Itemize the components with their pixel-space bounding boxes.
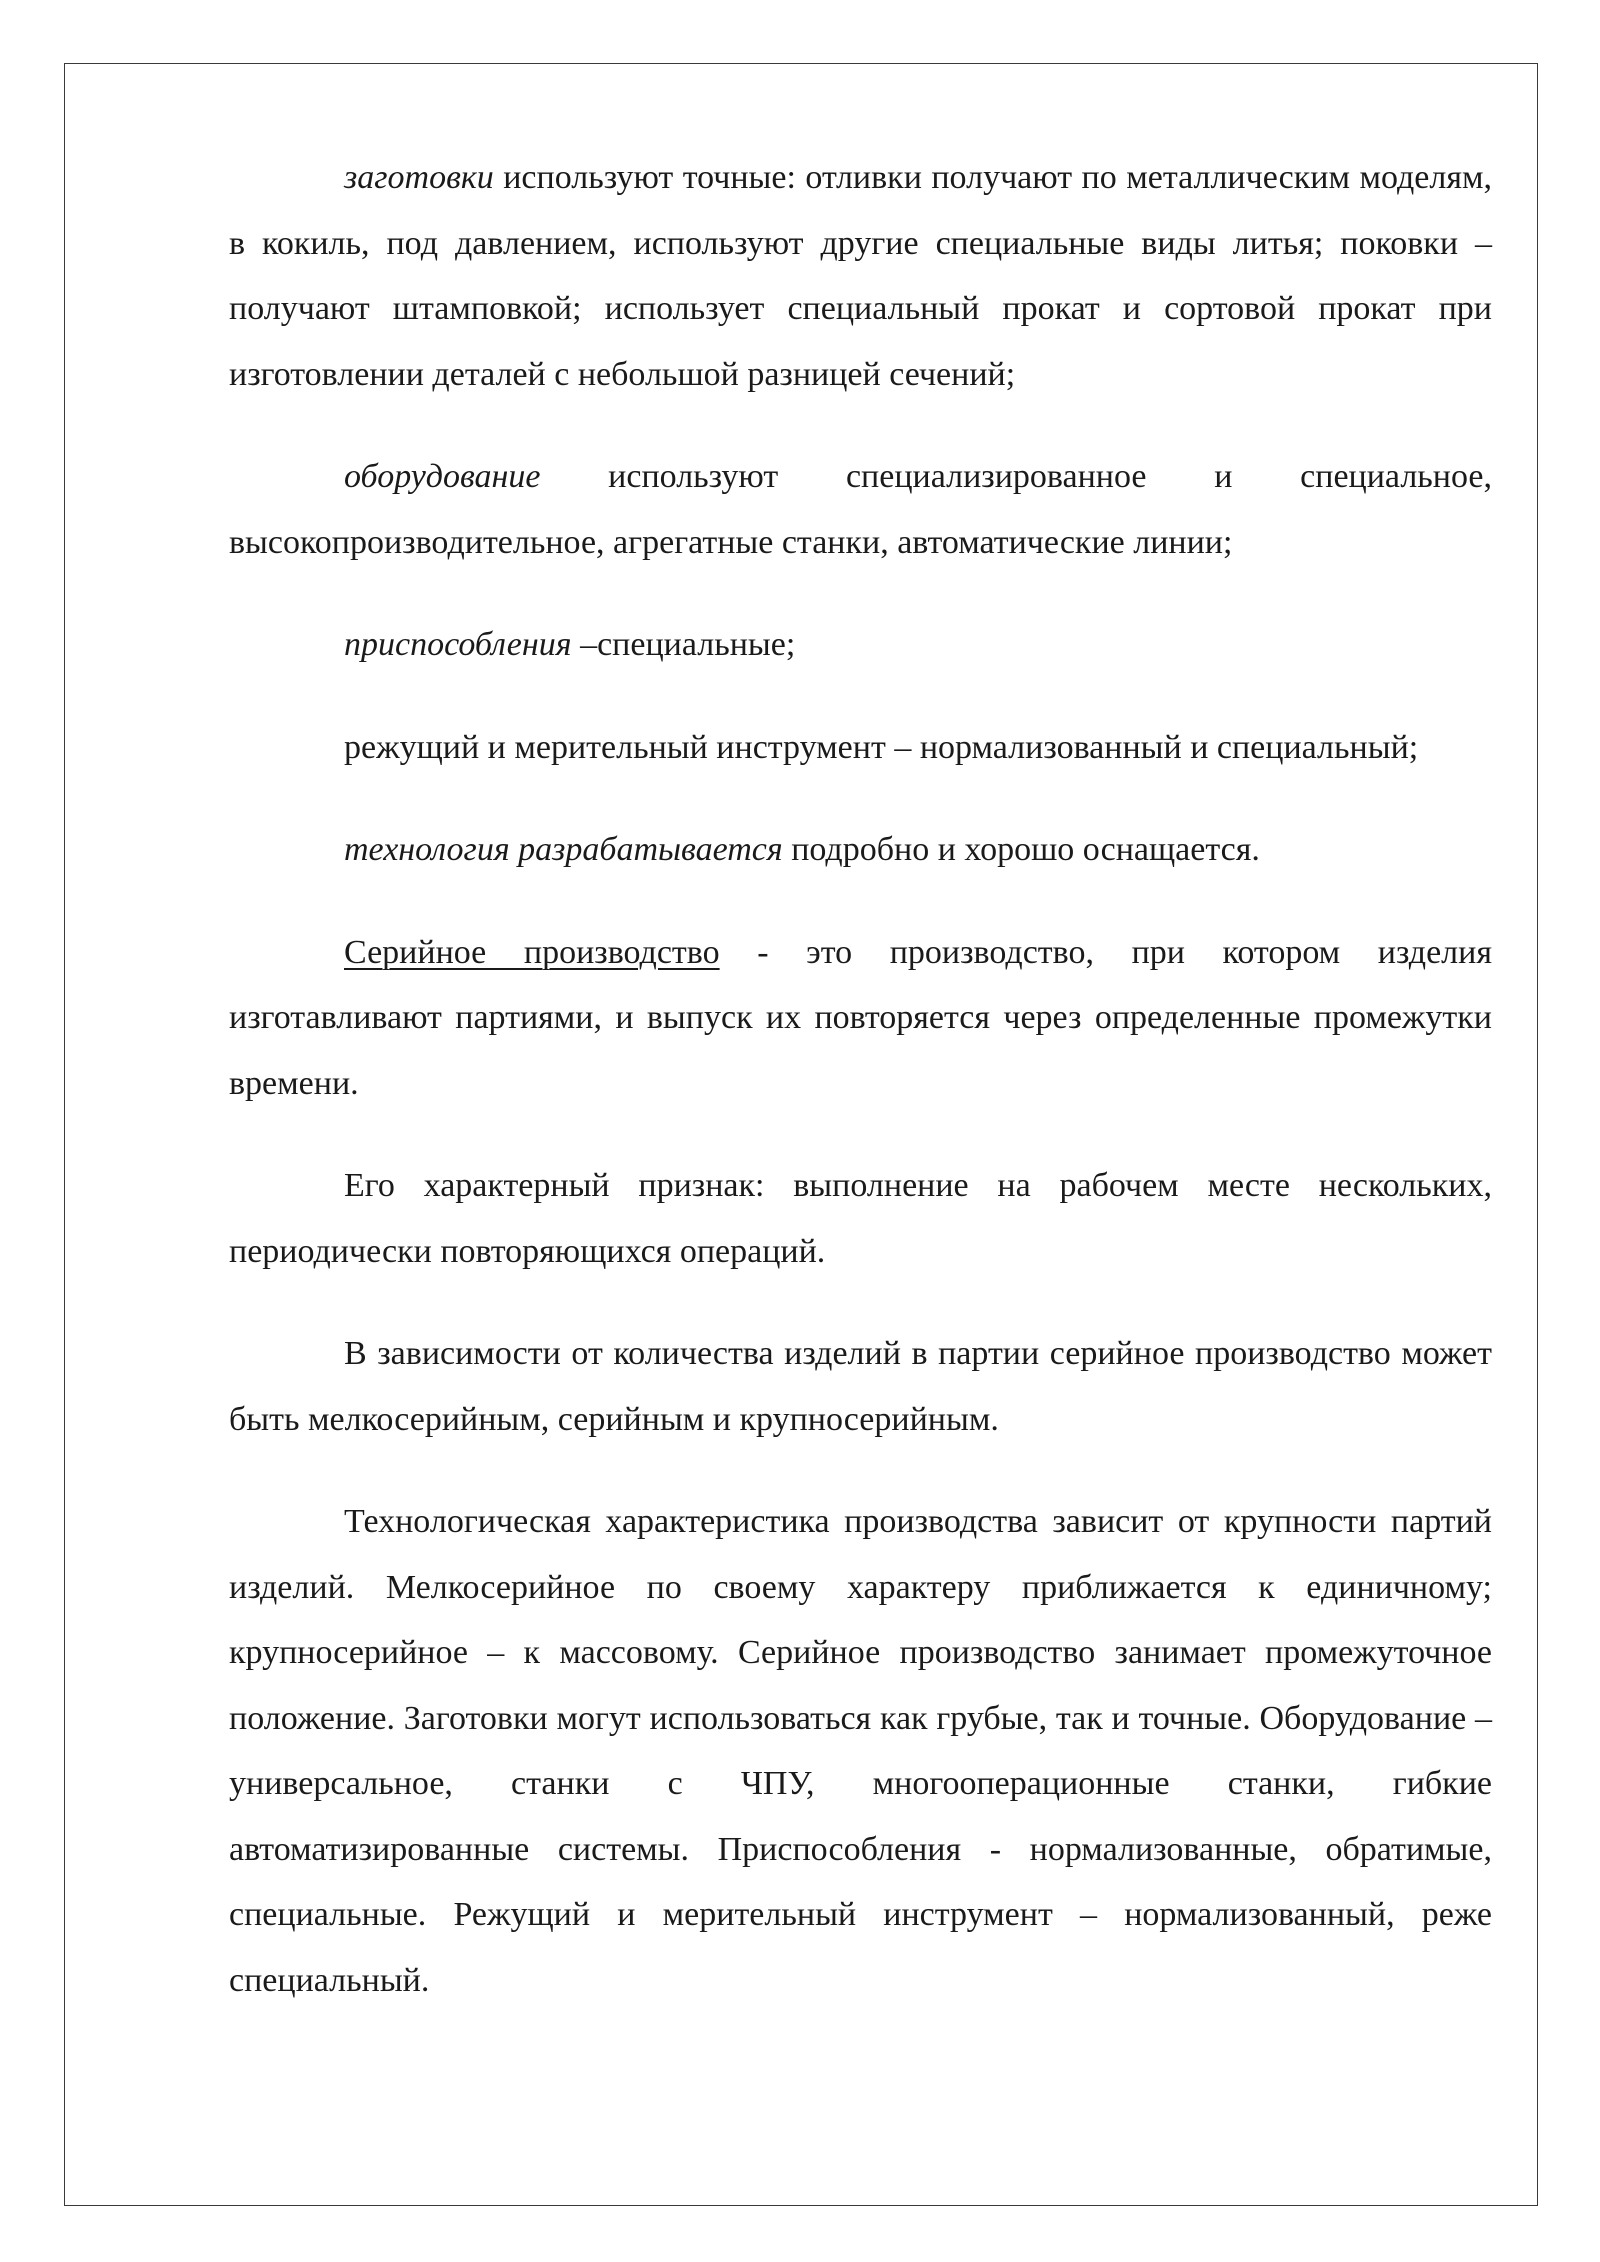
paragraph-text: подробно и хорошо оснащается. [782,831,1260,868]
paragraph-serial-definition [229,920,1492,1117]
paragraph-lead-italic: технология разрабатывается [344,831,783,868]
document-body [229,145,1492,2013]
paragraph-text: Технологическая характеристика производства зависит от крупности партий изделий. Мелкосерийное по своему характеру приближается к единичному; крупносерийное – к массовому. Серийное производство занимает промежуточное положение. Заготовки могут использоваться как грубые, так и точные. Оборудование – универсальное, станки с ЧПУ, многооперационные станки, гибкие автоматизированные системы. Приспособления - нормализованные, обратимые, специальные. Режущий и мерительный инструмент – нормализованный, реже специальный. [229,1503,1492,1999]
paragraph-technology [229,817,1492,883]
paragraph-lead-italic: оборудование [344,458,541,495]
paragraph-text: используют специализированное и специальное, высокопроизводительное, агрегатные станки, автоматические линии; [229,458,1492,561]
paragraph-text: В зависимости от количества изделий в партии серийное производство может быть мелкосерийным, серийным и крупносерийным. [229,1335,1492,1438]
paragraph-text: режущий и мерительный инструмент – нормализованный и специальный; [344,728,1419,766]
paragraph-text: –специальные; [571,626,796,663]
paragraph-text: - это производство, при котором изделия изготавливают партиями, и выпуск их повторяется через определенные промежутки времени. [229,933,1492,1102]
paragraph-characteristic [229,1153,1492,1284]
paragraph-equipment [229,444,1492,575]
paragraph-fixtures [229,612,1492,678]
paragraph-term-underlined: Серийное производство [344,933,720,971]
paragraph-tech-characteristic [229,1489,1492,2013]
paragraph-text: Его характерный признак: выполнение на рабочем месте нескольких, периодически повторяющихся операций. [229,1167,1492,1270]
paragraph-lead-italic: заготовки [344,159,494,196]
paragraph-tools [229,715,1492,781]
paragraph-lead-italic: приспособления [344,626,572,663]
paragraph-blanks [229,145,1492,407]
paragraph-batch-size [229,1321,1492,1452]
paragraph-text: используют точные: отливки получают по металлическим моделям, в кокиль, под давлением, используют другие специальные виды литья; поковки – получают штамповкой; использует специальный прокат и сортовой прокат при изготовлении деталей с небольшой разницей сечений; [229,159,1492,393]
